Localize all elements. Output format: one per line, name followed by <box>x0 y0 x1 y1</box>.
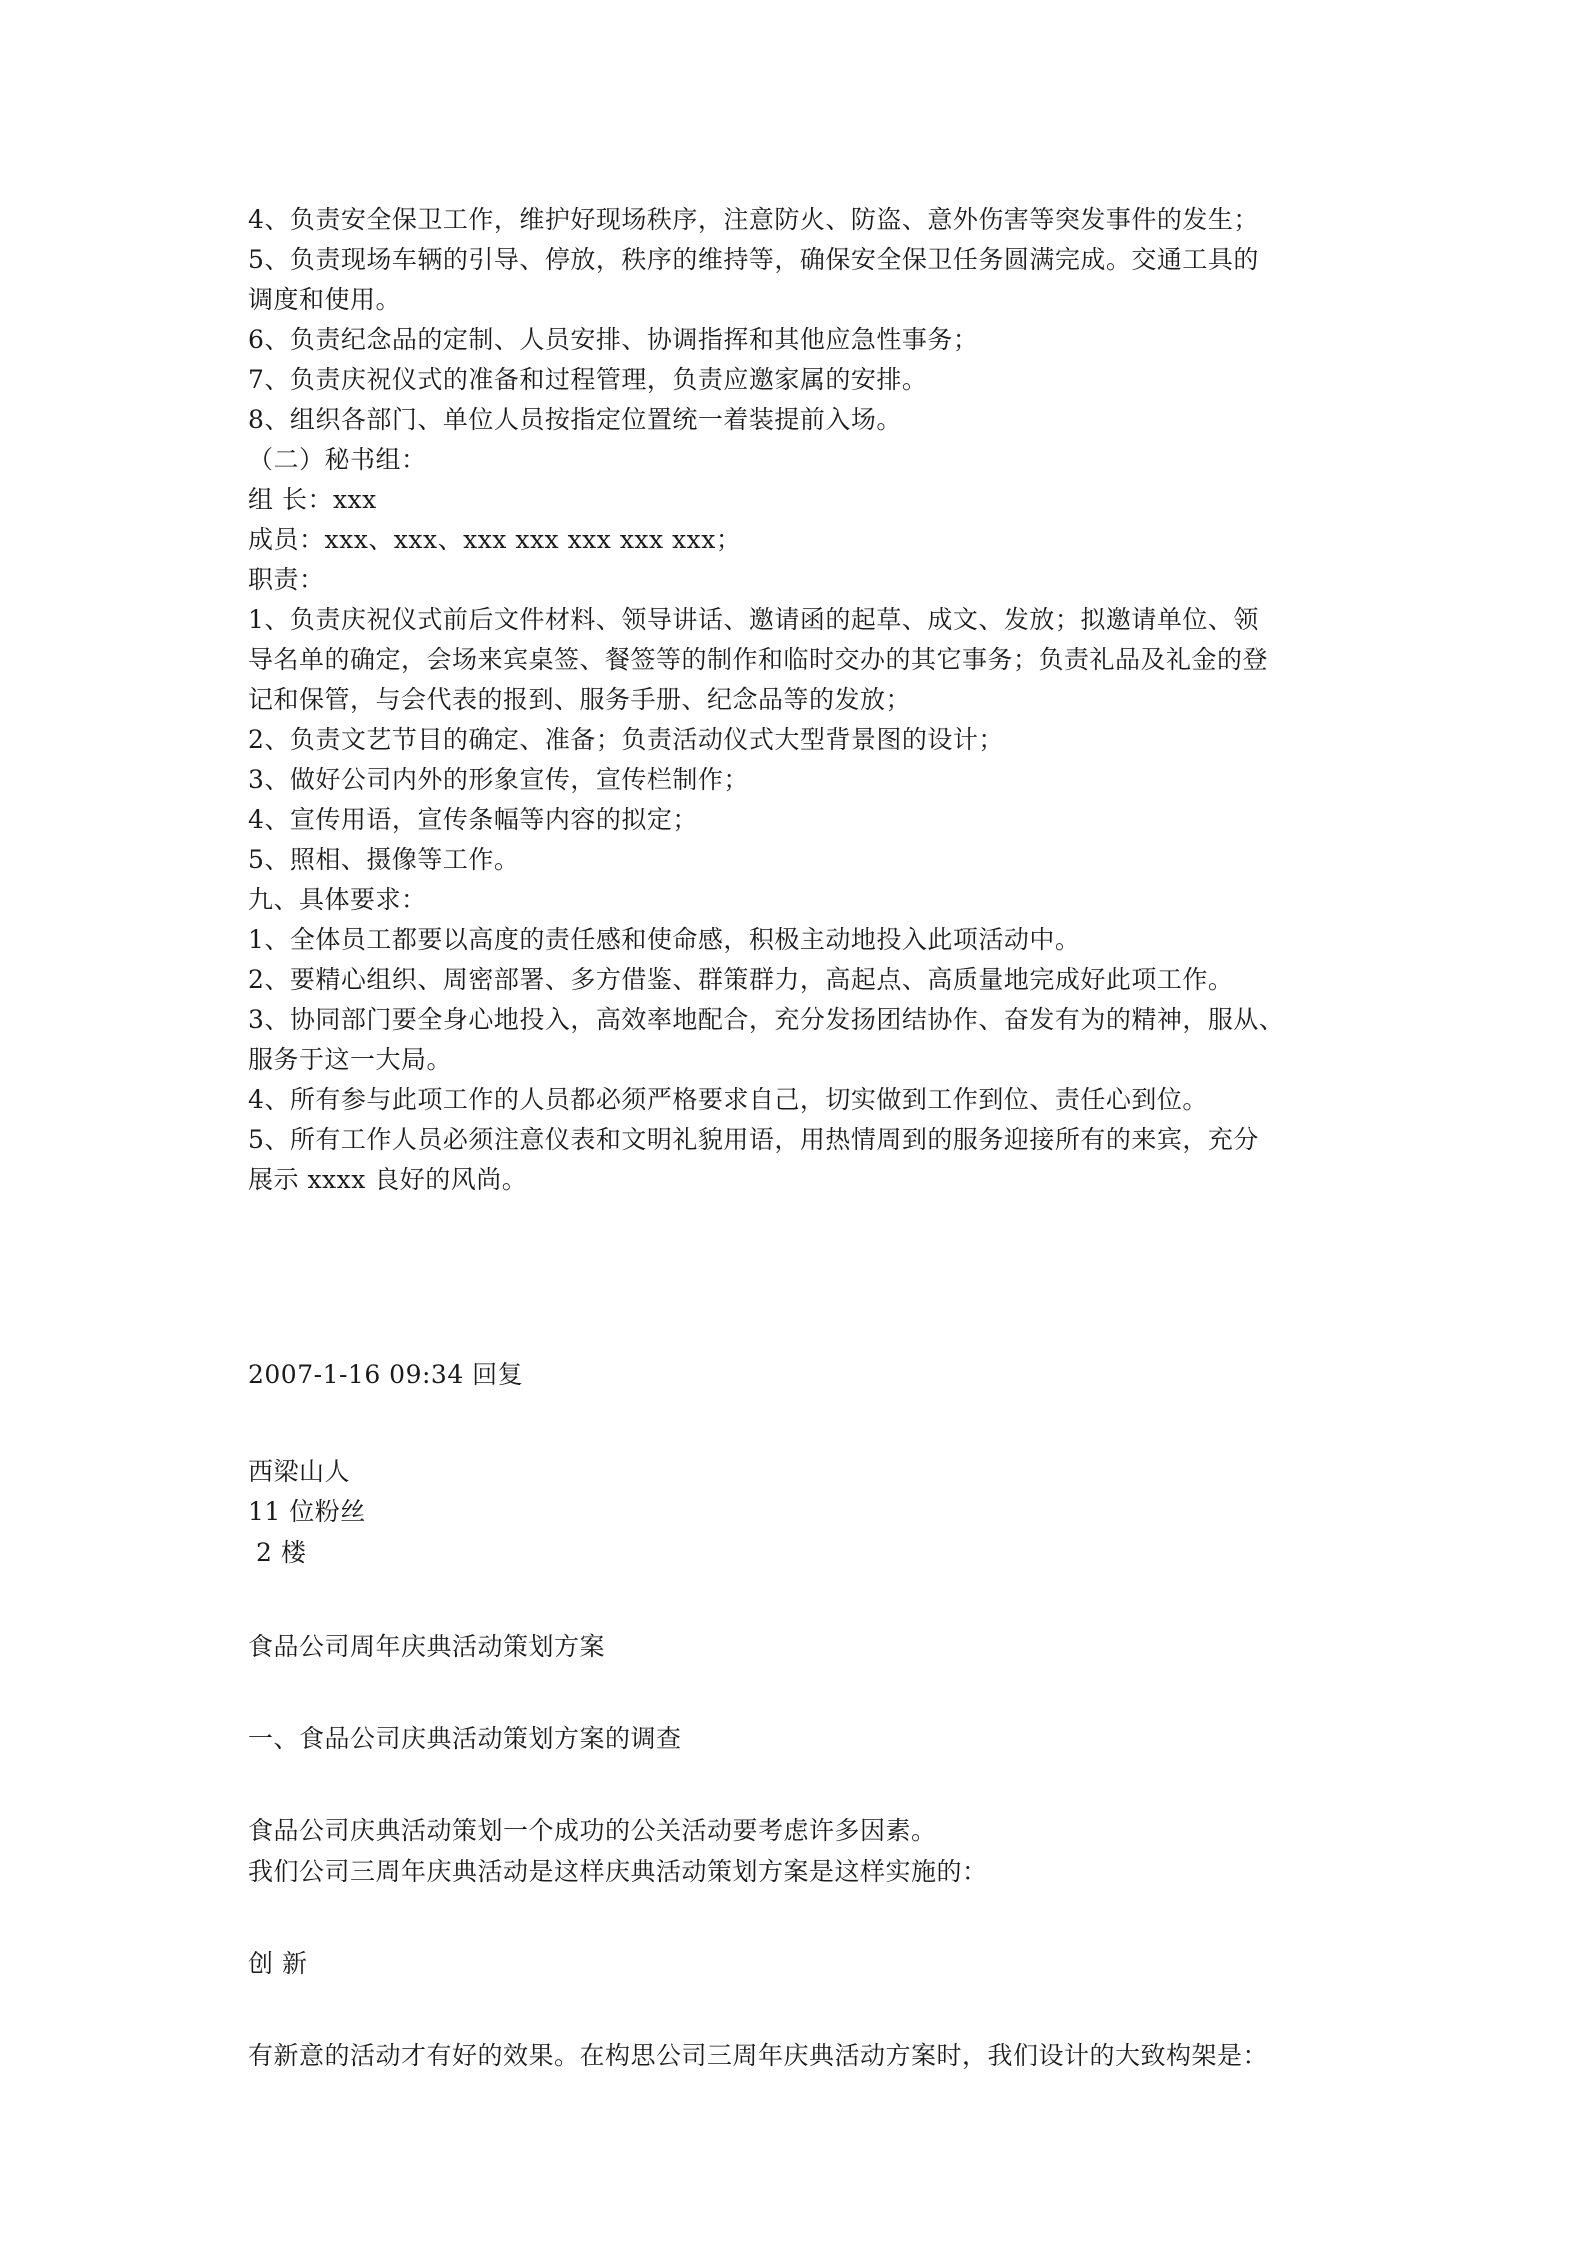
paragraph-line: 服务于这一大局。 <box>248 1045 453 1074</box>
paragraph-line: 7、负责庆祝仪式的准备和过程管理，负责应邀家属的安排。 <box>248 365 928 394</box>
paragraph-line: 1、负责庆祝仪式前后文件材料、领导讲话、邀请函的起草、成文、发放；拟邀请单位、领 <box>248 605 1259 634</box>
paragraph-line: 食品公司庆典活动策划一个成功的公关活动要考虑许多因素。 <box>248 1816 937 1845</box>
document-body-upper <box>248 200 1368 1200</box>
paragraph-line: 2、要精心组织、周密部署、多方借鉴、群策群力，高起点、高质量地完成好此项工作。 <box>248 965 1234 994</box>
paragraph-line: 5、照相、摄像等工作。 <box>248 845 520 874</box>
paragraph-line: 记和保管，与会代表的报到、服务手册、纪念品等的发放； <box>248 685 912 714</box>
paragraph-line: 4、宣传用语，宣传条幅等内容的拟定； <box>248 805 698 834</box>
section-heading: 九、具体要求： <box>248 885 427 914</box>
paragraph-line: 调度和使用。 <box>248 285 402 314</box>
post-title: 食品公司周年庆典活动策划方案 <box>248 1632 606 1661</box>
paragraph-line: 5、所有工作人员必须注意仪表和文明礼貌用语，用热情周到的服务迎接所有的来宾，充分 <box>248 1125 1259 1154</box>
paragraph-line: 1、全体员工都要以高度的责任感和使命感，积极主动地投入此项活动中。 <box>248 925 1081 954</box>
paragraph-line: 8、组织各部门、单位人员按指定位置统一着装提前入场。 <box>248 405 902 434</box>
poster-fans-count: 11 位粉丝 <box>248 1497 366 1526</box>
paragraph-line: 展示 xxxx 良好的风尚。 <box>248 1165 528 1194</box>
paragraph-line: 导名单的确定，会场来宾桌签、餐签等的制作和临时交办的其它事务；负责礼品及礼金的登 <box>248 645 1269 674</box>
paragraph-line: 3、协同部门要全身心地投入，高效率地配合，充分发扬团结协作、奋发有为的精神，服从、 <box>248 1005 1285 1034</box>
paragraph-line: 组 长：xxx <box>248 485 377 514</box>
paragraph-line: 4、所有参与此项工作的人员都必须严格要求自己，切实做到工作到位、责任心到位。 <box>248 1085 1208 1114</box>
paragraph-line: 成员：xxx、xxx、xxx xxx xxx xxx xxx； <box>248 525 742 554</box>
section-heading: 一、食品公司庆典活动策划方案的调查 <box>248 1724 682 1753</box>
paragraph-line: 有新意的活动才有好的效果。在构思公司三周年庆典活动方案时，我们设计的大致构架是： <box>248 2041 1269 2070</box>
paragraph-line: 2、负责文艺节目的确定、准备；负责活动仪式大型背景图的设计； <box>248 725 1004 754</box>
paragraph-line: 6、负责纪念品的定制、人员安排、协调指挥和其他应急性事务； <box>248 325 979 354</box>
paragraph-line: 我们公司三周年庆典活动是这样庆典活动策划方案是这样实施的： <box>248 1857 988 1886</box>
reply-timestamp: 2007-1-16 09:34 回复 <box>248 1360 524 1389</box>
poster-username: 西梁山人 <box>248 1457 351 1486</box>
paragraph-line: 5、负责现场车辆的引导、停放，秩序的维持等，确保安全保卫任务圆满完成。交通工具的 <box>248 245 1259 274</box>
paragraph-line: 4、负责安全保卫工作，维护好现场秩序，注意防火、防盗、意外伤害等突发事件的发生； <box>248 205 1259 234</box>
post-floor-number: 2 楼 <box>256 1538 307 1567</box>
paragraph-line: 3、做好公司内外的形象宣传，宣传栏制作； <box>248 765 749 794</box>
section-heading: （二）秘书组： <box>248 445 427 474</box>
subheading: 创 新 <box>248 1949 308 1978</box>
paragraph-line: 职责： <box>248 565 325 594</box>
